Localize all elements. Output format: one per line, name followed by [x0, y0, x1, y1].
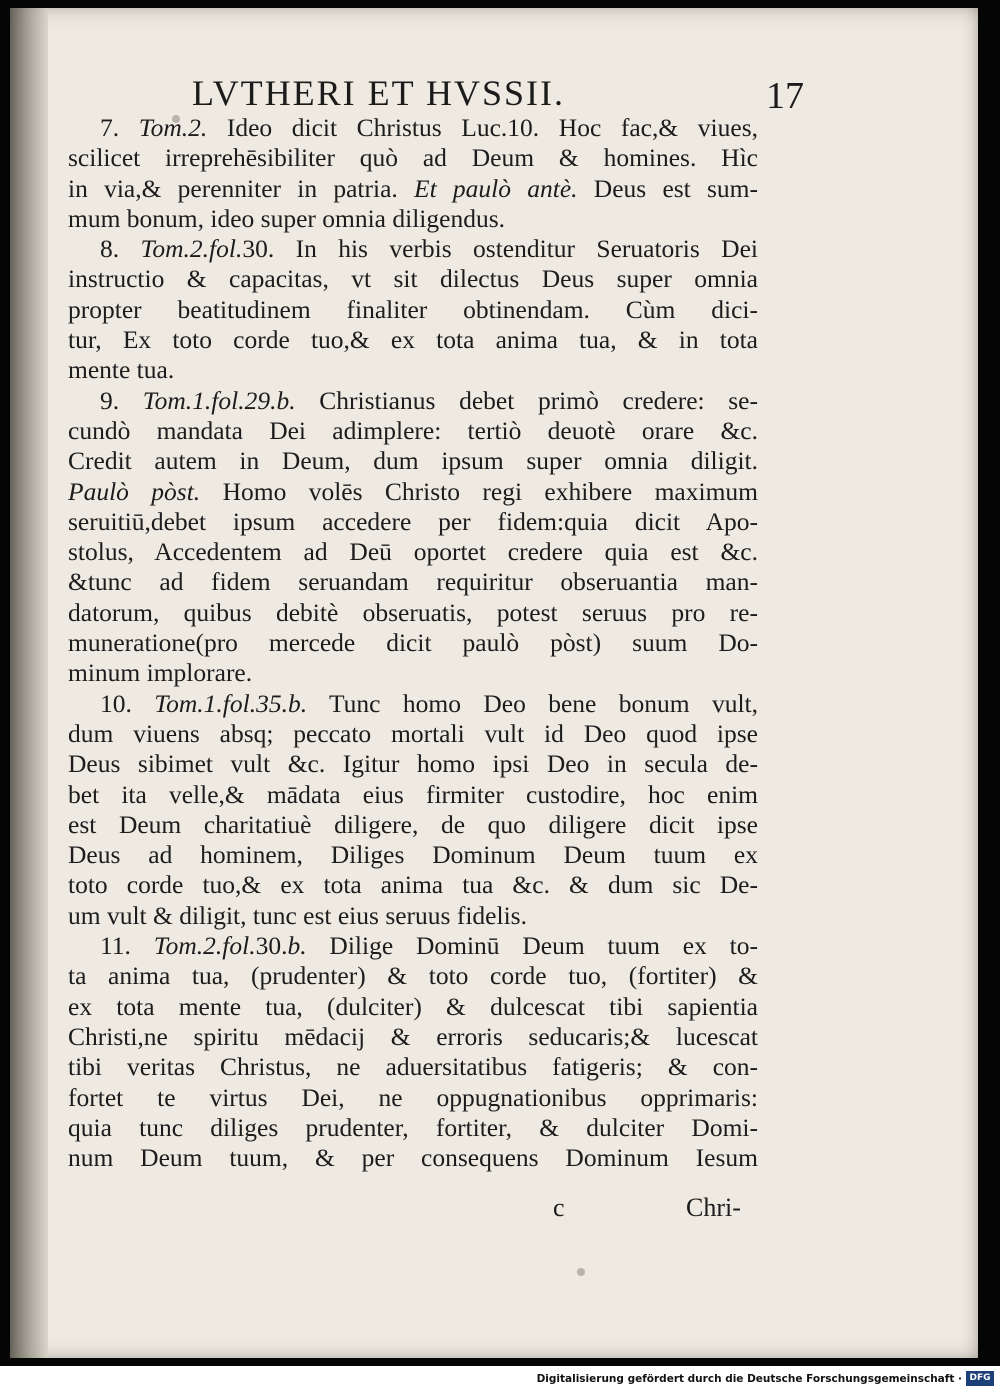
- line-text: tibi veritas Christus, ne aduersitatibus fatigeris; & con-: [68, 1052, 758, 1082]
- ink-speck: [577, 1268, 585, 1276]
- line-text: est Deum charitatiuè diligere, de quo diligere dicit ipse: [68, 809, 758, 839]
- line-text: Christianus debet primò credere: se-: [295, 385, 758, 415]
- page-header: [0, 66, 1000, 116]
- line-text: um vult & diligit, tunc est eius seruus fidelis.: [68, 900, 527, 930]
- line-text: in via,& perenniter in patria.: [68, 173, 415, 203]
- line-text: num Deum tuum, & per consequens Dominum Iesum: [68, 1143, 758, 1173]
- page-gutter-shadow: [10, 8, 48, 1358]
- text-line: [68, 901, 758, 931]
- text-line: [68, 628, 758, 658]
- credit-text: Digitalisierung gefördert durch die Deutsche Forschungsgemeinschaft ·: [536, 1373, 962, 1385]
- line-text: 7.: [100, 113, 139, 142]
- text-line: [68, 234, 758, 264]
- line-text: Credit autem in Deum, dum ipsum super omnia diligit.: [68, 446, 758, 476]
- body-text: [68, 113, 758, 1173]
- page-number: 17: [766, 75, 804, 117]
- line-text: Deus ad hominem, Diliges Dominum Deum tuum ex: [68, 840, 758, 870]
- line-text: seruitiū,debet ipsum accedere per fidem:quia dicit Apo-: [68, 506, 758, 536]
- dfg-logo-icon: DFG: [966, 1371, 994, 1386]
- text-line: [68, 1113, 758, 1143]
- line-text: Tunc homo Deo bene bonum vult,: [307, 688, 759, 718]
- line-text: Christi,ne spiritu mēdacij & erroris seducaris;& lucescat: [68, 1021, 758, 1051]
- text-line: [68, 840, 758, 870]
- text-line: [68, 689, 758, 719]
- citation-reference: Tom.2.fol.: [140, 234, 243, 264]
- line-text: 30.: [255, 931, 288, 961]
- line-text: stolus, Accedentem ad Deū oportet credere quia est &c.: [68, 537, 758, 567]
- line-text: ta anima tua, (prudenter) & toto corde tuo, (fortiter) &: [68, 961, 758, 991]
- line-text: scilicet irreprehēsibiliter quò ad Deum & homines. Hìc: [68, 143, 758, 173]
- text-line: [68, 1083, 758, 1113]
- text-line: [68, 719, 758, 749]
- text-line: [68, 477, 758, 507]
- text-line: [68, 780, 758, 810]
- line-text: Ideo dicit Christus Luc.10. Hoc fac,& viues,: [207, 113, 758, 142]
- text-line: [68, 386, 758, 416]
- signature-mark: c: [553, 1193, 565, 1222]
- text-line: [68, 749, 758, 779]
- text-line: [68, 658, 758, 688]
- line-text: ex tota mente tua, (dulciter) & dulcescat tibi sapientia: [68, 991, 758, 1021]
- line-text: quia tunc diliges prudenter, fortiter, & dulciter Domi-: [68, 1112, 758, 1142]
- text-line: [68, 174, 758, 204]
- citation-reference: Paulò pòst.: [68, 476, 201, 506]
- citation-reference: Tom.1.fol.29.b.: [142, 385, 296, 415]
- line-text: muneratione(pro mercede dicit paulò pòst) suum Do-: [68, 628, 758, 658]
- text-line: [68, 204, 758, 234]
- line-text: dum viuens absq; peccato mortali vult id Deo quod ipse: [68, 718, 758, 748]
- line-text: mente tua.: [68, 355, 175, 385]
- line-text: 9.: [100, 385, 143, 415]
- line-text: cundò mandata Dei adimplere: tertiò deuotè orare &c.: [68, 415, 758, 445]
- digitization-credit-bar: [0, 1366, 1000, 1391]
- text-line: [68, 416, 758, 446]
- text-line: [68, 1052, 758, 1082]
- line-text: Dilige Dominū Deum tuum ex to-: [306, 931, 758, 961]
- text-line: [68, 537, 758, 567]
- page-footer: [0, 1185, 1000, 1225]
- citation-reference: Tom.2.: [138, 113, 208, 142]
- line-text: mum bonum, ideo super omnia diligendus.: [68, 203, 505, 233]
- line-text: datorum, quibus debitè obseruatis, potest seruus pro re-: [68, 597, 758, 627]
- text-line: [68, 325, 758, 355]
- text-line: [68, 446, 758, 476]
- line-text: instructio & capacitas, vt sit dilectus Deus super omnia: [68, 264, 758, 294]
- citation-reference: Et paulò antè.: [414, 173, 578, 203]
- text-line: [68, 870, 758, 900]
- text-line: [68, 598, 758, 628]
- text-line: [68, 567, 758, 597]
- line-text: propter beatitudinem finaliter obtinendam. Cùm dici-: [68, 294, 758, 324]
- line-text: 8.: [100, 234, 141, 264]
- line-text: 11.: [100, 931, 154, 961]
- line-text: Deus est sum-: [577, 173, 759, 203]
- citation-reference: Tom.2.fol.: [153, 931, 256, 961]
- text-line: [68, 113, 758, 143]
- citation-reference: Tom.1.fol.35.b.: [154, 688, 308, 718]
- citation-reference: b.: [287, 931, 307, 961]
- text-line: [68, 295, 758, 325]
- line-text: minum implorare.: [68, 658, 253, 688]
- text-line: [68, 264, 758, 294]
- text-line: [68, 143, 758, 173]
- line-text: toto corde tuo,& ex tota anima tua &c. & dum sic De-: [68, 870, 758, 900]
- line-text: Homo volēs Christo regi exhibere maximum: [200, 476, 758, 506]
- line-text: 10.: [100, 688, 155, 718]
- line-text: bet ita velle,& mādata eius firmiter custodire, hoc enim: [68, 779, 758, 809]
- text-line: [68, 810, 758, 840]
- line-text: tur, Ex toto corde tuo,& ex tota anima tua, & in tota: [68, 325, 758, 355]
- line-text: &tunc ad fidem seruandam requiritur obseruantia man-: [68, 567, 758, 597]
- text-line: [68, 961, 758, 991]
- line-text: Deus sibimet vult &c. Igitur homo ipsi Deo in secula de-: [68, 749, 758, 779]
- text-line: [68, 1022, 758, 1052]
- line-text: fortet te virtus Dei, ne oppugnationibus opprimaris:: [68, 1082, 758, 1112]
- text-line: [68, 355, 758, 385]
- text-line: [68, 931, 758, 961]
- catchword: Chri-: [686, 1193, 741, 1222]
- running-head: LVTHERI ET HVSSII.: [192, 73, 566, 113]
- text-line: [68, 1143, 758, 1173]
- text-line: [68, 507, 758, 537]
- text-line: [68, 992, 758, 1022]
- line-text: 30. In his verbis ostenditur Seruatoris Dei: [242, 234, 758, 264]
